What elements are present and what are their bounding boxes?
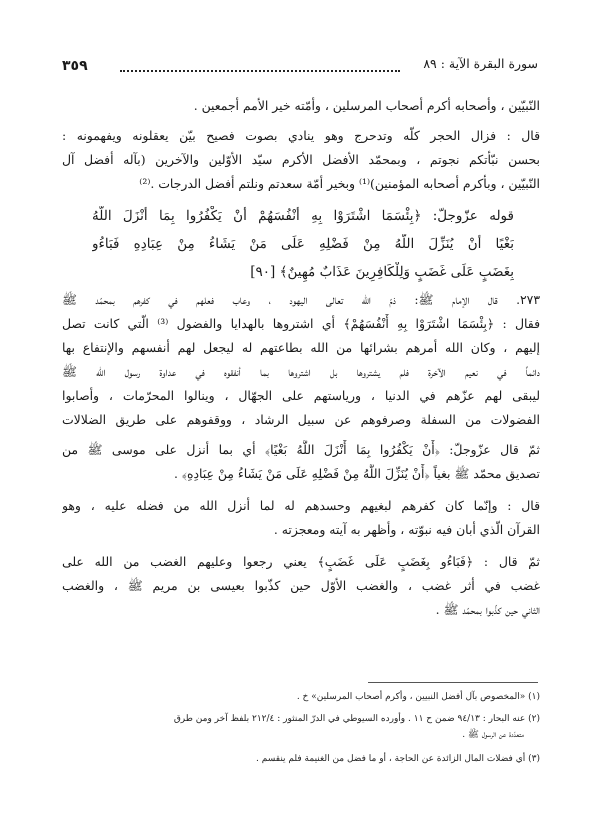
text-line: ليبقى لهم عزّهم في الدنيا ، ورياستهم على الجهّال ، وينالوا المحرّمات ، وأصابوا <box>62 388 540 403</box>
text-line: النّبيّين ، وبأكرم أصحابه المؤمنين)⁽¹⁾ وبخير أمّة سعدتم ونلتم أفضل الدرجات .⁽²⁾ <box>139 176 540 191</box>
text-line: القرآن الّذي أبان فيه نبوّته ، وأظهر به آيته ومعجزته . <box>273 522 540 537</box>
text-line: فقال : ﴿بِئْسَمَا اشْتَرَوْا بِهِ أَنْفُسَهُمْ﴾ أي اشتروها بالهدايا والفضول ⁽³⁾ الّتي كانت تصل <box>62 316 540 331</box>
footnote: متعدّدة عن الرسول ﷺ . <box>462 730 524 740</box>
footnote-separator <box>368 682 538 683</box>
quran-verse-line: قوله عزّوجلّ: ﴿بِئْسَمَا اشْتَرَوْا بِهِ أَنْفُسَهُمْ أَنْ يَكْفُرُوا بِمَا أَنْزَلَ اللَّهُ <box>92 208 514 224</box>
text-line: الثاني حين كذّبوا بمحمّد ﷺ . <box>435 602 540 617</box>
text-line: قال : فزال الحجر كلّه وتدحرج وهو ينادي بصوت فصيح بيّن يعقلونه ويفهمونه : <box>62 128 540 143</box>
page-number: ٣٥٩ <box>62 58 88 74</box>
running-header-title: سورة البقرة الآية : ٨٩ <box>423 56 538 71</box>
header-dotted-rule <box>120 70 400 72</box>
text-line: ثمّ قال : ﴿فَبَاءُو بِغَضَبٍ عَلَى غَضَبٍ﴾ يعني رجعوا وعليهم الغضب من الله على <box>62 554 540 569</box>
quran-verse-line: بَغْيًا أَنْ يُنَزِّلَ اللَّهُ مِنْ فَضْلِهِ عَلَى مَنْ يَشَاءُ مِنْ عِبَادِهِ فَبَاءُو <box>92 236 514 252</box>
text-line: بحسن نبّأتكم نجوتم ، وبمحمّد الأفضل الأكرم سيّد الأوّلين والآخرين (بآله أفضل آل <box>62 152 540 167</box>
text-line: ٢٧٣. قال الإمام ﷺ: ذمّ الله تعالى اليهود ، وعاب فعلهم في كفرهم بمحمّد ﷺ <box>62 292 540 307</box>
footnote: (٣) أي فضلات المال الزائدة عن الحاجة ، أو ما فضل من الغنيمة فلم ينقسم . <box>256 754 540 764</box>
text-line: قال : وإنّما كان كفرهم لبغيهم وحسدهم له لما أنزل الله من فضله عليه ، وهو <box>62 498 540 513</box>
footnote: (١) «المخصوص بآل أفضل النبيين ، وأكرم أصحاب المرسلين» خ . <box>296 692 540 702</box>
text-line: دائماً في نعيم الآخرة فلم يشتروها بل اشتروها بما أنفقوه في عداوة رسول الله ﷺ <box>62 364 540 379</box>
footnote: (٢) عنه البحار : ٩٤/١٣ ضمن ح ١١ . وأورده السيوطي في الدرّ المنثور : ٢١٢/٤ بلفظ آخر ومن طرق <box>173 714 540 724</box>
text-line: الفضولات من السفلة وصرفوهم عن سبيل الرشاد ، ووقفوهم على طريق الضلالات <box>62 412 540 427</box>
text-line: ثمّ قال عزّوجلّ: ﴿أَنْ يَكْفُرُوا بِمَا أَنْزَلَ اللَّهُ بَغْيًا﴾ أي بما أنزل على موسى ﷺ من <box>62 442 540 457</box>
text-line: النّبيّين ، وأصحابه أكرم أصحاب المرسلين ، وأمّته خير الأمم أجمعين . <box>193 98 540 113</box>
text-line: غضب في أثر غضب ، والغضب الأوّل حين كذّبوا بعيسى بن مريم ﷺ ، والغضب <box>62 578 540 593</box>
text-line: تصديق محمّد ﷺ بغياً ﴿أَنْ يُنَزِّلَ اللَّهُ مِنْ فَضْلِهِ عَلَى مَنْ يَشَاءُ مِنْ عِبَادِهِ﴾ . <box>174 466 540 481</box>
text-line: إليهم ، وكان الله أمرهم بشرائها من الله بطاعتهم له ليجعل لهم أنفسهم والإنتفاع بها <box>62 340 540 355</box>
quran-verse-line: بِغَضَبٍ عَلَى غَضَبٍ وَلِلْكَافِرِينَ عَذَابٌ مُهِينٌ﴾ [٩٠] <box>250 264 514 280</box>
